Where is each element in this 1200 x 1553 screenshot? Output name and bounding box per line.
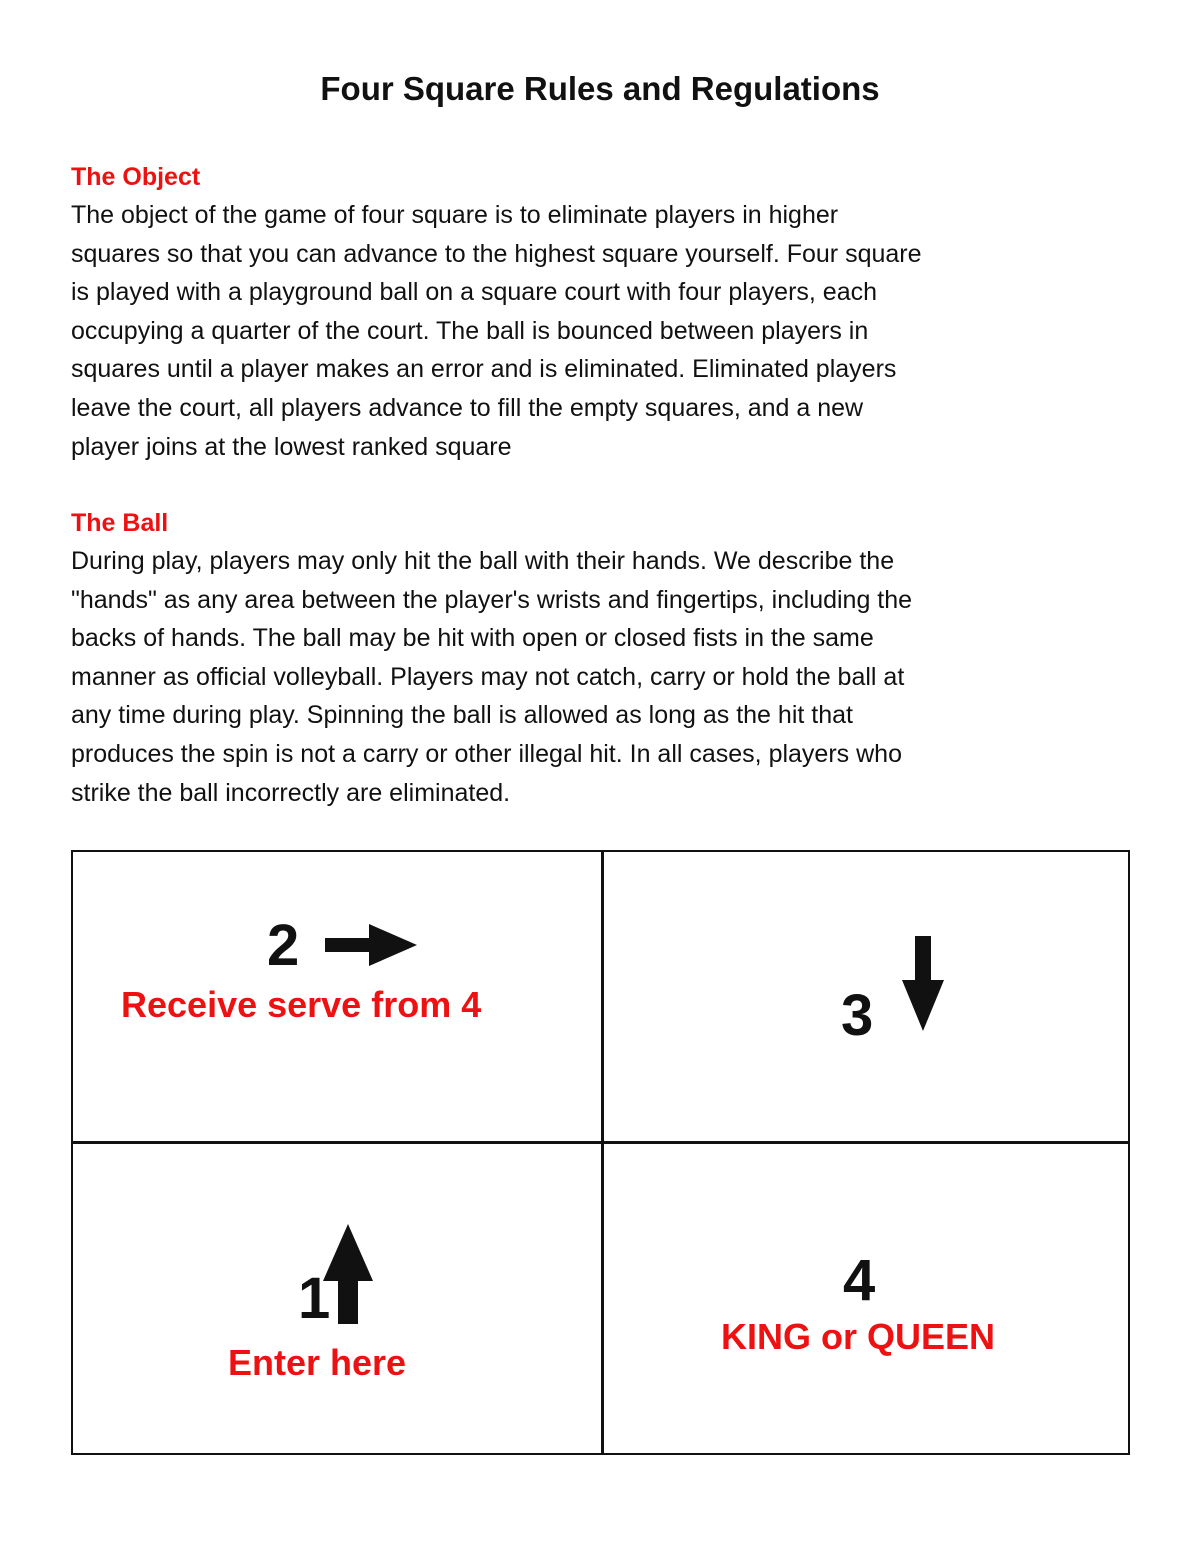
section-heading: The Ball bbox=[71, 509, 169, 537]
square-3-number: 3 bbox=[841, 983, 874, 1048]
page-title: Four Square Rules and Regulations bbox=[320, 70, 880, 107]
square-1-number: 1 bbox=[298, 1266, 331, 1331]
body-line: squares until a player makes an error and is eliminated. Eliminated players bbox=[71, 355, 897, 384]
section-the-ball bbox=[71, 504, 1131, 812]
arrow-up-icon bbox=[323, 1224, 373, 1324]
body-line: occupying a quarter of the court. The ball is bounced between players in bbox=[71, 316, 869, 345]
square-2-number: 2 bbox=[267, 913, 300, 978]
square-2-label: Receive serve from 4 bbox=[121, 984, 482, 1025]
section-the-object bbox=[71, 158, 1131, 466]
body-line: squares so that you can advance to the highest square yourself. Four square bbox=[71, 239, 922, 268]
body-line: manner as official volleyball. Players may not catch, carry or hold the ball at bbox=[71, 662, 905, 691]
court-divider-horizontal bbox=[73, 1141, 1128, 1144]
body-line: produces the spin is not a carry or other illegal hit. In all cases, players who bbox=[71, 739, 902, 768]
arrow-right-icon bbox=[325, 924, 419, 966]
body-line: leave the court, all players advance to fill the empty squares, and a new bbox=[71, 393, 864, 422]
body-line: backs of hands. The ball may be hit with open or closed fists in the same bbox=[71, 624, 874, 653]
body-line: is played with a playground ball on a square court with four players, each bbox=[71, 278, 878, 307]
body-line: strike the ball incorrectly are eliminated. bbox=[71, 778, 511, 807]
body-line: "hands" as any area between the player's wrists and fingertips, including the bbox=[71, 585, 913, 614]
arrow-down-icon bbox=[902, 936, 944, 1032]
body-line: During play, players may only hit the ball with their hands. We describe the bbox=[71, 547, 895, 575]
square-1-label: Enter here bbox=[228, 1342, 407, 1383]
square-4-number: 4 bbox=[843, 1248, 876, 1313]
four-square-court-diagram bbox=[71, 850, 1130, 1455]
section-heading: The Object bbox=[71, 163, 201, 191]
body-line: player joins at the lowest ranked square bbox=[71, 432, 512, 461]
body-line: any time during play. Spinning the ball is allowed as long as the hit that bbox=[71, 701, 853, 730]
court-divider-vertical bbox=[601, 852, 604, 1453]
body-line: The object of the game of four square is to eliminate players in higher bbox=[71, 201, 839, 229]
square-4-label: KING or QUEEN bbox=[721, 1316, 996, 1357]
